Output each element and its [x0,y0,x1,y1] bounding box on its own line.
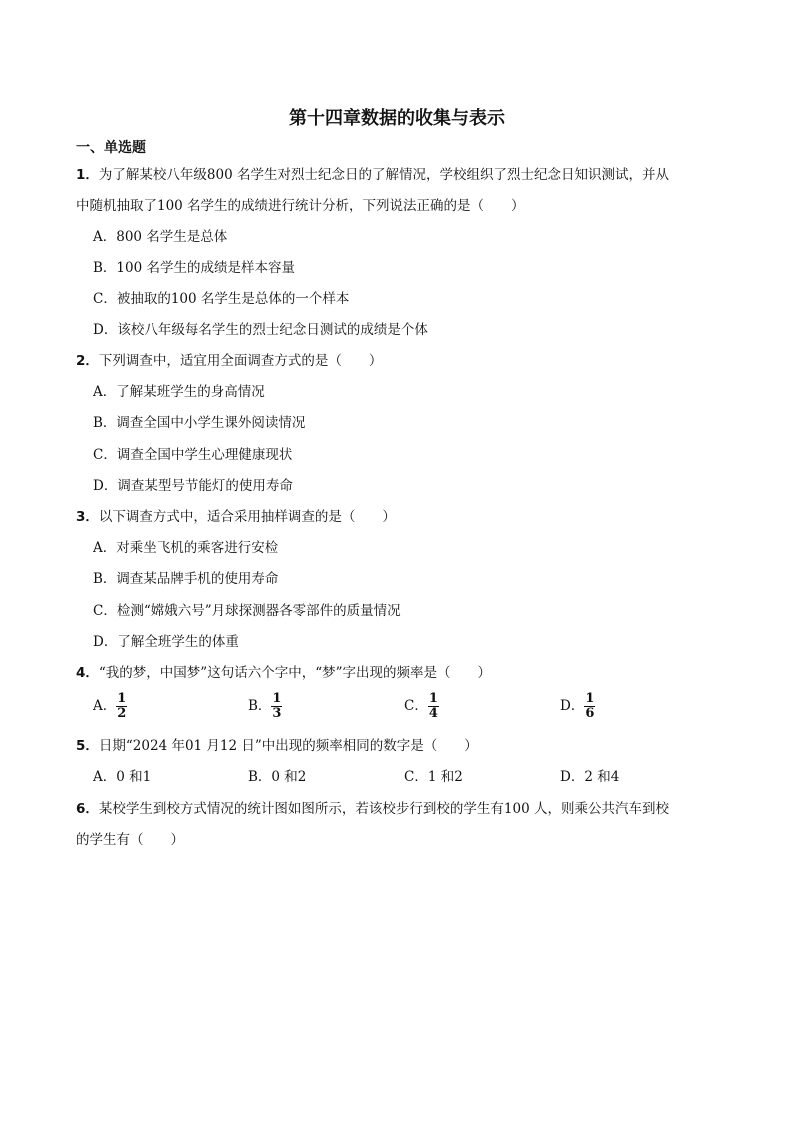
fraction-numerator: 1 [272,691,282,706]
question-6-line-1 [76,800,669,818]
question-4-line-1 [76,664,491,682]
question-3-option-b: B．调查某品牌手机的使用寿命 [93,571,279,587]
option-label: C． [404,698,428,714]
question-3-option-d: D．了解全班学生的体重 [93,634,239,650]
question-text: “我的梦，中国梦”这句话六个字中，“梦”字出现的频率是（ ） [98,665,492,681]
question-4-option-a [93,692,127,721]
question-4-option-b [248,692,282,721]
question-5-line-1 [76,737,478,755]
question-number: 1． [76,167,99,183]
question-text: 为了解某校八年级800 名学生对烈士纪念日的了解情况，学校组织了烈士纪念日知识测试，并从 [98,167,669,183]
fraction [584,692,595,721]
question-number: 6． [76,801,99,817]
question-text: 某校学生到校方式情况的统计图如图所示，若该校步行到校的学生有100 人，则乘公共汽车到校 [98,801,669,817]
question-1-line-1 [76,166,669,184]
question-3-line-1 [76,508,396,526]
question-number: 4． [76,665,99,681]
fraction-denominator: 3 [272,706,282,721]
question-5-option-a: A．0 和1 [93,769,152,785]
section-heading: 一、单选题 [76,140,146,156]
question-number: 5． [76,738,99,754]
question-6-line-2: 的学生有（ ） [76,832,184,848]
fraction [428,692,439,721]
fraction-numerator: 1 [585,691,595,706]
question-1-option-a: A．800 名学生是总体 [93,229,228,245]
question-2-option-b: B．调查全国中小学生课外阅读情况 [93,415,306,431]
question-text: 以下调查方式中，适合采用抽样调查的是（ ） [98,509,396,525]
question-1-option-d: D．该校八年级每名学生的烈士纪念日测试的成绩是个体 [93,322,428,338]
question-5-option-b: B．0 和2 [248,769,307,785]
question-text: 下列调查中，适宜用全面调查方式的是（ ） [98,353,383,369]
question-2-option-d: D．调查某型号节能灯的使用寿命 [93,478,293,494]
fraction-denominator: 4 [428,706,438,721]
question-2-line-1 [76,352,382,370]
question-number: 3． [76,509,99,525]
question-1-line-2: 中随机抽取了100 名学生的成绩进行统计分析，下列说法正确的是（ ） [76,198,525,214]
question-number: 2． [76,353,99,369]
fraction-denominator: 6 [585,706,595,721]
fraction-denominator: 2 [117,706,127,721]
fraction [116,692,127,721]
question-5-option-d: D．2 和4 [560,769,620,785]
fraction-numerator: 1 [428,691,438,706]
question-4-option-d [560,692,595,721]
question-1-option-b: B．100 名学生的成绩是样本容量 [93,260,295,276]
question-3-option-c: C．检测“嫦娥六号”月球探测器各零部件的质量情况 [93,603,401,619]
question-text: 日期“2024 年01 月12 日”中出现的频率相同的数字是（ ） [98,738,478,754]
question-2-option-c: C．调查全国中学生心理健康现状 [93,447,293,463]
question-5-option-c: C．1 和2 [404,769,463,785]
option-label: D． [560,698,585,714]
fraction-numerator: 1 [117,691,127,706]
document-title: 第十四章数据的收集与表示 [289,108,505,129]
fraction [271,692,282,721]
question-4-option-c [404,692,439,721]
option-label: B． [248,698,272,714]
option-label: A． [93,698,117,714]
question-2-option-a: A．了解某班学生的身高情况 [93,384,265,400]
question-1-option-c: C．被抽取的100 名学生是总体的一个样本 [93,291,350,307]
question-3-option-a: A．对乘坐飞机的乘客进行安检 [93,540,279,556]
